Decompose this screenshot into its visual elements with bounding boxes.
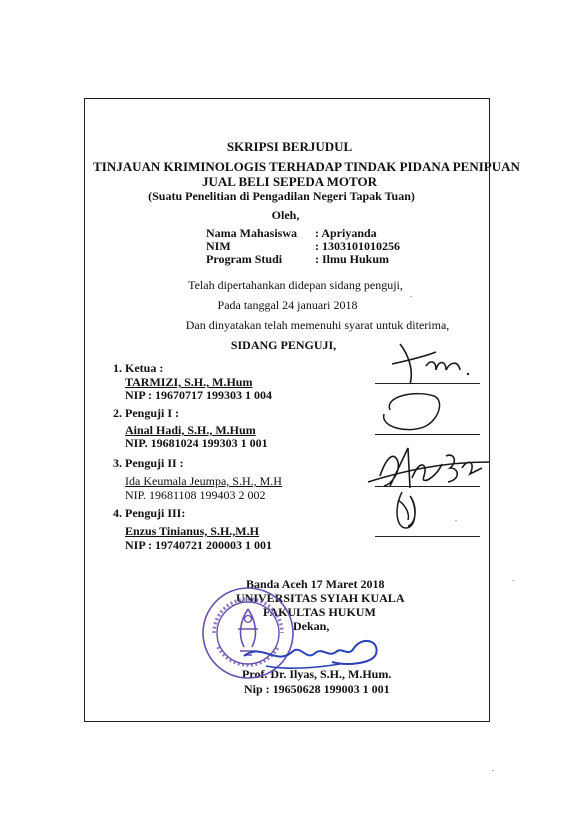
examiner-1-signature [370, 330, 490, 390]
panel-heading: SIDANG PENGUJI, [230, 338, 337, 352]
dean-name: Prof. Dr. Ilyas, S.H., M.Hum. [242, 667, 392, 681]
examiner-1-role: Ketua : [125, 361, 164, 375]
by-label: Oleh, [271, 208, 300, 222]
examiner-1-nip: NIP : 19670717 199303 1 004 [125, 388, 272, 402]
examiner-4-name: Enzus Tinianus, S.H.,M.H [125, 524, 259, 538]
dean-signature [236, 626, 386, 678]
acceptance-statement: Dan dinyatakan telah memenuhi syarat untuk diterima, [185, 318, 450, 332]
university-name: UNIVERSITAS SYIAH KUALA [236, 591, 405, 605]
student-program-value: : Ilmu Hukum [315, 252, 390, 266]
student-name-value: : Apriyanda [315, 226, 377, 240]
faculty-name: FAKULTAS HUKUM [263, 605, 376, 619]
examiner-1-number: 1. [113, 361, 122, 375]
place-date: Banda Aceh 17 Maret 2018 [246, 577, 385, 591]
examiner-3-role: Penguji II : [125, 456, 184, 470]
examiner-4-number: 4. [113, 506, 122, 520]
examiner-3-signature [350, 428, 500, 538]
examiner-2-number: 2. [113, 406, 122, 420]
examiner-2-name: Ainal Hadi, S.H., M.Hum [125, 423, 256, 437]
defense-statement: Telah dipertahankan didepan sidang penguji, [188, 278, 403, 292]
thesis-title-line2: JUAL BELI SEPEDA MOTOR [202, 174, 377, 189]
dean-nip: Nip : 19650628 199003 1 001 [244, 682, 390, 696]
examiner-4-role: Penguji III: [125, 506, 186, 520]
student-name-label: Nama Mahasiswa [206, 226, 298, 240]
thesis-title-line1: TINJAUAN KRIMINOLOGIS TERHADAP TINDAK PIDANA PENIPUAN [93, 159, 520, 174]
examiner-3-number: 3. [113, 456, 122, 470]
defense-date: Pada tanggal 24 januari 2018 [217, 298, 358, 312]
dean-position: Dekan, [293, 619, 330, 633]
examiner-4-nip: NIP : 19740721 200003 1 001 [125, 538, 272, 552]
student-program-label: Program Studi [206, 252, 283, 266]
examiner-2-nip: NIP. 19681024 199303 1 001 [125, 436, 268, 450]
examiner-2-role: Penguji I : [125, 406, 179, 420]
student-nim-value: : 1303101010256 [315, 239, 400, 253]
document-heading: SKRIPSI BERJUDUL [226, 139, 353, 154]
examiner-3-name: Ida Keumala Jeumpa, S.H., M.H [125, 474, 282, 488]
examiner-1-name: TARMIZI, S.H., M.Hum [125, 375, 253, 389]
student-nim-label: NIM [206, 239, 231, 253]
thesis-subtitle: (Suatu Penelitian di Pengadilan Negeri Tapak Tuan) [148, 189, 415, 203]
examiner-3-nip: NIP. 19681108 199403 2 002 [125, 488, 266, 502]
